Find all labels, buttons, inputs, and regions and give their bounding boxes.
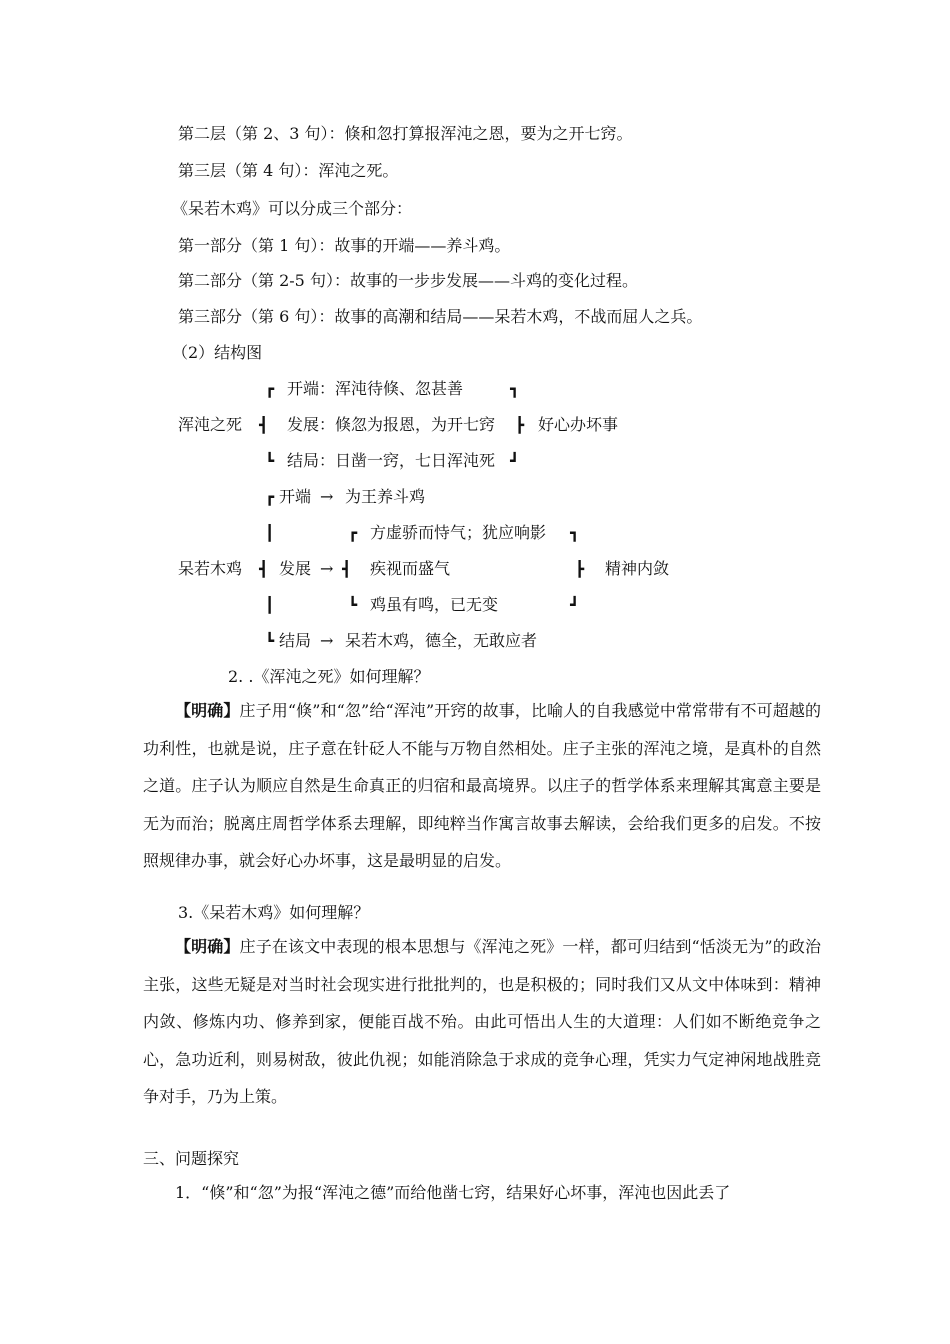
arrow-right-icon: → bbox=[320, 559, 334, 578]
section-3-item-1: 1．“倏”和“忽”为报“浑沌之德”而给他凿七窍，结果好心坏事，浑沌也因此丢了 bbox=[175, 1183, 731, 1202]
paragraph-line-6: 第三部分（第 6 句）：故事的高潮和结局——呆若木鸡，不战而屈人之兵。 bbox=[178, 307, 703, 326]
bracket-bottom-right: ┛ bbox=[510, 452, 520, 470]
bracket-inner-top-right: ┓ bbox=[570, 524, 580, 542]
diagram2-sub2: 疾视而盛气 bbox=[370, 559, 451, 578]
diagram1-conclusion: 好心办坏事 bbox=[538, 415, 619, 434]
diagram2-ending-text: 呆若木鸡，德全，无敢应者 bbox=[345, 631, 538, 650]
arrow-right-icon: → bbox=[320, 631, 334, 650]
diagram2-conclusion: 精神内敛 bbox=[605, 559, 670, 578]
bracket-top-left: ┏ bbox=[265, 488, 275, 506]
bracket-top-left: ┏ bbox=[265, 380, 275, 398]
question-3-answer bbox=[143, 928, 821, 1116]
bracket-vline: ┃ bbox=[265, 596, 275, 614]
diagram2-ending-label: 结局 bbox=[279, 631, 312, 650]
paragraph-line-5: 第二部分（第 2-5 句）：故事的一步步发展——斗鸡的变化过程。 bbox=[178, 271, 638, 290]
diagram2-start-text: 为王养斗鸡 bbox=[345, 487, 426, 506]
answer-lead: 【明确】 bbox=[175, 937, 240, 956]
bracket-bottom-left: ┗ bbox=[265, 632, 275, 650]
diagram1-start: 开端：浑沌待倏、忽甚善 bbox=[287, 379, 464, 398]
bracket-mid-right: ┣ bbox=[515, 416, 525, 434]
bracket-mid-left: ┫ bbox=[259, 560, 269, 578]
diagram2-sub3: 鸡虽有鸣，已无变 bbox=[370, 595, 499, 614]
arrow-right-icon: → bbox=[320, 487, 334, 506]
diagram2-sub1: 方虚骄而恃气；犹应响影 bbox=[370, 523, 547, 542]
paragraph-line-4: 第一部分（第 1 句）：故事的开端——养斗鸡。 bbox=[178, 236, 511, 255]
paragraph-line-2: 第三层（第 4 句）：浑沌之死。 bbox=[178, 161, 399, 180]
section-3-heading: 三、问题探究 bbox=[143, 1149, 240, 1168]
answer-body: 庄子用“倏”和“忽”给“浑沌”开窍的故事，比喻人的自我感觉中常常带有不可超越的功利性，也就是说，庄子意在针砭人不能与万物自然相处。庄子主张的浑沌之境，是真朴的自然之道。庄子认为顺应自然是生命真正的归宿和最高境界。以庄子的哲学体系来理解其寓意主要是无为而治；脱离庄周哲学体系去理解，即纯粹当作寓言故事去解读，会给我们更多的启发。不按照规律办事，就会好心办坏事，这是最明显的启发。 bbox=[143, 701, 821, 870]
structure-heading: （2）结构图 bbox=[172, 343, 263, 362]
diagram2-start-label: 开端 bbox=[279, 487, 312, 506]
bracket-mid-left: ┫ bbox=[259, 416, 269, 434]
bracket-inner-bottom-right: ┛ bbox=[570, 596, 580, 614]
bracket-inner-bottom: ┗ bbox=[348, 596, 358, 614]
diagram1-develop: 发展：倏忽为报恩，为开七窍 bbox=[287, 415, 496, 434]
answer-lead: 【明确】 bbox=[175, 701, 240, 720]
question-3-heading: 3.《呆若木鸡》如何理解？ bbox=[178, 903, 370, 922]
bracket-inner-mid: ┫ bbox=[342, 560, 352, 578]
question-2-answer bbox=[143, 692, 821, 880]
bracket-mid-right: ┣ bbox=[575, 560, 585, 578]
bracket-bottom-left: ┗ bbox=[265, 452, 275, 470]
diagram1-ending: 结局：日凿一窍，七日浑沌死 bbox=[287, 451, 496, 470]
bracket-inner-top: ┏ bbox=[348, 524, 358, 542]
bracket-top-right: ┓ bbox=[510, 380, 520, 398]
paragraph-line-1: 第二层（第 2、3 句）：倏和忽打算报浑沌之恩，要为之开七窍。 bbox=[178, 124, 633, 143]
diagram2-root: 呆若木鸡 bbox=[178, 559, 243, 578]
paragraph-line-3: 《呆若木鸡》可以分成三个部分： bbox=[172, 199, 413, 218]
answer-body: 庄子在该文中表现的根本思想与《浑沌之死》一样，都可归结到“恬淡无为”的政治主张，这些无疑是对当时社会现实进行批批判的，也是积极的；同时我们又从文中体味到：精神内敛、修炼内功、修养到家，便能百战不殆。由此可悟出人生的大道理：人们如不断绝竞争之心，急功近利，则易树敌，彼此仇视；如能消除急于求成的竞争心理，凭实力气定神闲地战胜竞争对手，乃为上策。 bbox=[143, 937, 821, 1106]
diagram2-develop-label: 发展 bbox=[279, 559, 312, 578]
bracket-vline: ┃ bbox=[265, 524, 275, 542]
diagram1-root: 浑沌之死 bbox=[178, 415, 243, 434]
question-2-heading: 2. .《浑沌之死》如何理解？ bbox=[228, 667, 430, 686]
